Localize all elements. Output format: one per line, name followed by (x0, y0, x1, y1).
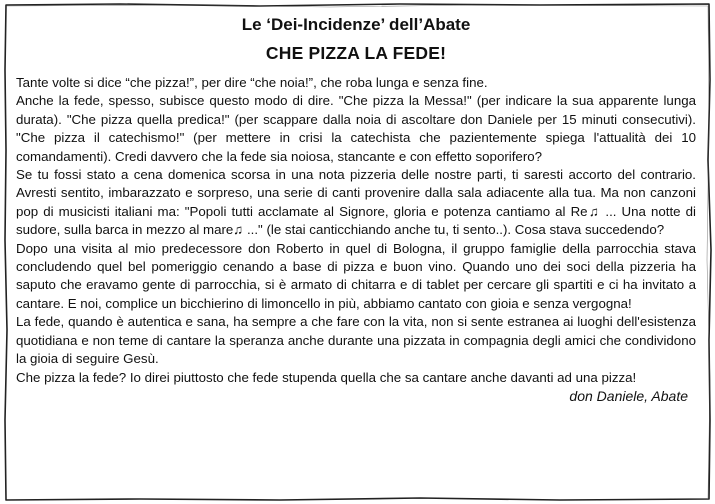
paragraph: Che pizza la fede? Io direi piuttosto che fede stupenda quella che sa cantare anche davanti ad una pizza! (16, 369, 637, 385)
paragraph: Tante volte si dice “che pizza!”, per dire “che noia!”, che roba lunga e senza fine. (16, 75, 488, 90)
paragraph: Dopo una visita al mio predecessore don Roberto in quel di Bologna, il gruppo famiglie della parrocchia stava concludendo quel bel pomeriggio cenando a base di pizza e buon vino. Quando uno dei soci della pizzeria ha saputo che eravamo gente di parrocchia, si è armato di chitarra e di tablet per cercare gli spartiti e ci ha invitato a cantare. E noi, complice un bicchierino di limoncello in più, abbiamo cantato con gioia e senza vergogna! (16, 240, 696, 311)
article (16, 14, 696, 494)
article-body (16, 74, 696, 387)
article-title: Le ‘Dei-Incidenze’ dell’Abate (241, 15, 471, 34)
paragraph: Se tu fossi stato a cena domenica scorsa in una nota pizzeria delle nostre parti, ti saresti accorto del contrario. Avresti sentito, imbarazzato e sorpreso, una serie di canti provenire dalla sala adiacente alla tua. Ma non canzoni pop di musicisti italiani ma: "Popoli tutti acclamate al Signore, gloria e potenza cantiamo al Re♫ ... Una notte di sudore, sulla barca in mezzo al mare♫ ..." (le stai canticchiando anche tu, ti sento..). Cosa stava succedendo? (16, 167, 696, 238)
paragraph: La fede, quando è autentica e sana, ha sempre a che fare con la vita, non si sente estranea ai luoghi dell'esistenza quotidiana e non teme di cantare la speranza anche durante una pizzata in compagnia degli amici che condividono la gioia di seguire Gesù. (16, 314, 696, 367)
paragraph: Anche la fede, spesso, subisce questo modo di dire. "Che pizza la Messa!" (per indicare la sua apparente lunga durata). "Che pizza quella predica!" (per scappare dalla noia di ascoltare don Daniele per 15 minuti consecutivi). "Che pizza il catechismo!" (per mettere in crisi la catechista che pazientemente spiega l'attualità dei 10 comandamenti). Credi davvero che la fede sia noiosa, stancante e con effetto soporifero? (16, 93, 696, 164)
signature: don Daniele, Abate (569, 387, 688, 404)
article-subtitle: CHE PIZZA LA FEDE! (265, 43, 447, 63)
